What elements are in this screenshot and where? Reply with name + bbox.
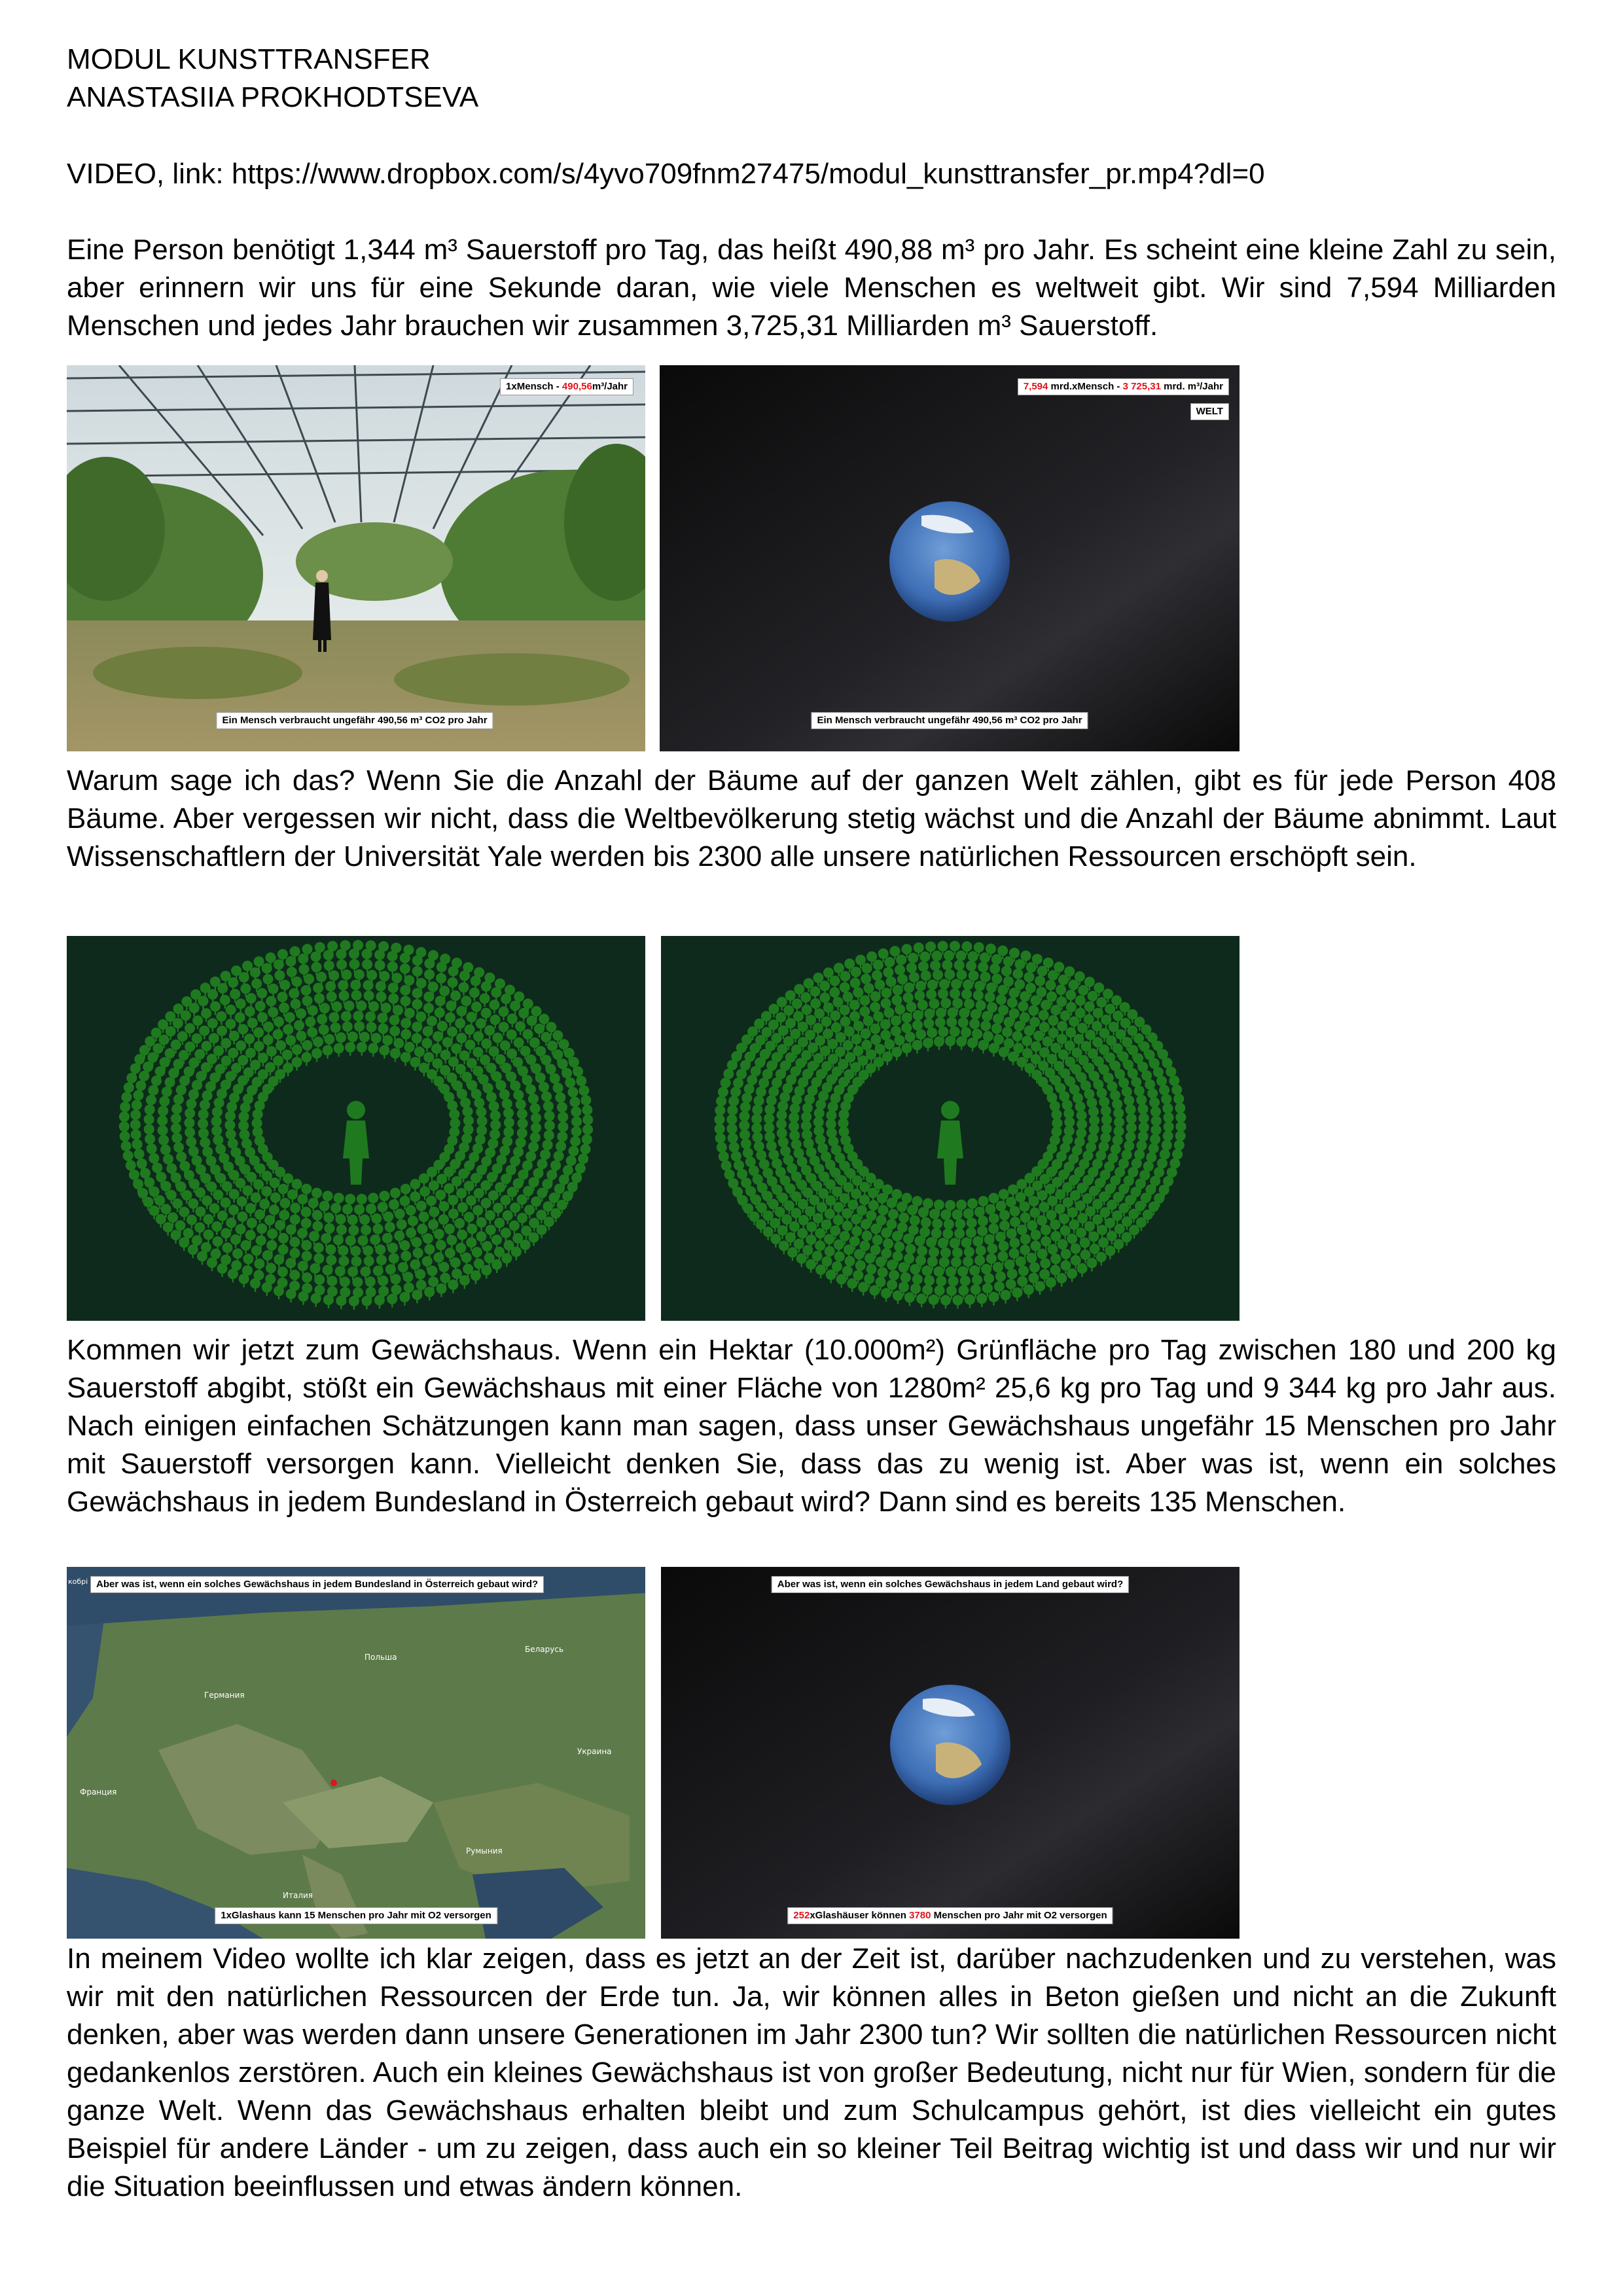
tree-icon: [357, 1042, 367, 1056]
tree-icon: [399, 1292, 410, 1306]
tree-icon: [217, 1263, 228, 1277]
tree-icon: [861, 1028, 871, 1042]
tree-icon: [298, 1291, 308, 1305]
trees-ring-1: [67, 936, 645, 1321]
tree-icon: [511, 1247, 522, 1261]
vienna-marker: [330, 1780, 337, 1786]
tree-icon: [243, 1253, 253, 1267]
tree-icon: [302, 1040, 312, 1054]
tree-icon: [203, 1229, 213, 1243]
tree-icon: [239, 1274, 249, 1287]
tree-icon: [296, 1008, 306, 1022]
tree-icon: [197, 1251, 207, 1265]
tree-icon: [893, 1291, 903, 1304]
tree-icon: [847, 1278, 857, 1292]
tree-icon: [836, 1274, 847, 1288]
map-bottom-caption: 1xGlashaus kann 15 Menschen pro Jahr mit O2 versorgen: [215, 1907, 497, 1924]
tree-icon: [988, 1043, 999, 1056]
tree-icon: [1080, 1238, 1090, 1251]
earth-space-image-1: [660, 365, 1240, 751]
tree-icon: [349, 1296, 359, 1310]
tree-icon: [464, 1212, 474, 1226]
tree-icon: [1001, 1290, 1011, 1304]
tree-icon: [323, 1045, 333, 1059]
europe-map-illustration: [67, 1567, 645, 1939]
paragraph-2: Warum sage ich das? Wenn Sie die Anzahl der Bäume auf der ganzen Welt zählen, gibt es für jede Person 408 Bäume. Aber vergessen wir nicht, dass die Weltbevölkerung stetig wächst und die Anzahl der Bäume abnimmt. Laut Wissenschaftlern der Universität Yale werden bis 2300 alle unsere natürlichen Ressourcen erschöpft sein.: [67, 764, 1556, 872]
greenhouse-caption: Ein Mensch verbraucht ungefähr 490,56 m³ CO2 pro Jahr: [216, 712, 493, 729]
tree-icon: [429, 1207, 439, 1221]
tree-icon: [859, 996, 870, 1009]
tree-icon: [1035, 976, 1045, 990]
tree-icon: [446, 1235, 457, 1249]
tree-icon: [826, 1270, 836, 1283]
header-title: MODUL KUNSTTRANSFER: [67, 43, 431, 75]
tree-icon: [413, 1247, 423, 1261]
tree-icon: [361, 1296, 372, 1310]
tree-icon: [904, 1292, 915, 1306]
tree-icon: [940, 1295, 951, 1309]
tree-icon: [1077, 1263, 1088, 1277]
human-silhouette-2: [937, 1101, 963, 1185]
tree-icon: [880, 1019, 891, 1033]
tree-icon: [840, 971, 850, 985]
tree-icon: [1024, 1284, 1034, 1298]
tree-icon: [965, 1295, 975, 1308]
tree-icon: [236, 999, 246, 1013]
tree-icon: [226, 1005, 236, 1018]
tree-icon: [491, 1234, 502, 1248]
tree-icon: [1018, 1001, 1028, 1014]
tree-icon: [336, 1295, 346, 1309]
tree-icon: [419, 1211, 429, 1225]
tree-icon: [301, 1052, 312, 1066]
tree-icon: [246, 993, 257, 1007]
tree-icon: [459, 1275, 470, 1289]
tree-icon: [274, 1016, 284, 1030]
tree-icon: [1065, 990, 1076, 1003]
tree-icon: [374, 1295, 385, 1309]
tree-icon: [870, 991, 881, 1005]
tree-icon: [501, 1228, 511, 1242]
tree-icon: [313, 1037, 323, 1050]
tree-icon: [448, 1280, 458, 1293]
tree-icon: [787, 1247, 798, 1261]
tree-icon: [881, 1288, 891, 1302]
tree-icon: [491, 1259, 502, 1273]
earth1-top-label: 7,594 mrd.xMensch - 3 725,31 mrd. m³/Jahr: [1018, 378, 1229, 395]
tree-icon: [916, 1294, 927, 1308]
tree-icon: [235, 1012, 245, 1026]
tree-icon: [1045, 980, 1056, 994]
tree-icon: [806, 1259, 816, 1273]
tree-icon: [188, 1244, 198, 1258]
tree-icon: [851, 967, 861, 980]
tree-icon: [999, 1047, 1009, 1060]
paragraph-4: In meinem Video wollte ich klar zeigen, dass es jetzt an der Zeit ist, darüber nachzudenken und zu verstehen, was wir mit den natürlichen Ressourcen der Erde tun. Ja, wir können alles in Beton gießen und nicht an die Zukunft denken, aber was werden dann unsere Generationen im Jahr 2300 tun? Wir sollten die natürlichen Ressourcen nicht gedankenlos zerstören. Auch ein kleines Gewächshaus ist von großer Bedeutung, nicht nur für Wien, sondern für die ganze Welt. Wenn das Gewächshaus erhalten bleibt und zum Schulcampus gehört, ist dies vielleicht ein gutes Beispiel für andere Länder - um zu zeigen, dass auch ein so kleiner Teil Beitrag wichtig ist und dass wir und nur wir die Situation beeinflussen und etwas ändern können.: [67, 1943, 1556, 2202]
tree-icon: [457, 1230, 467, 1244]
tree-icon: [1059, 1213, 1069, 1227]
tree-icon: [815, 1228, 825, 1242]
tree-icon: [796, 1253, 807, 1267]
tree-icon: [228, 1268, 238, 1282]
tree-icon: [976, 1293, 987, 1307]
tree-icon: [250, 1278, 260, 1292]
paragraph-1: Eine Person benötigt 1,344 m³ Sauerstoff pro Tag, das heißt 490,88 m³ pro Jahr. Es scheint eine kleine Zahl zu sein, aber erinnern wir uns für eine Sekunde daran, wie viele Menschen es weltweit gibt. Wir sind 7,594 Milliarden Menschen und jedes Jahr brauchen wir zusammen 3,725,31 Milliarden m³ Sauerstoff.: [67, 234, 1556, 342]
tree-icon: [472, 1247, 482, 1261]
tree-icon: [285, 1012, 295, 1026]
tree-icon: [257, 988, 267, 1002]
video-link[interactable]: VIDEO, link: https://www.dropbox.com/s/4yvo709fnm27475/modul_kunsttransfer_pr.mp4?dl=0: [67, 158, 1265, 190]
tree-icon: [467, 1224, 477, 1238]
tree-icon: [815, 1265, 826, 1278]
tree-icon: [274, 1285, 284, 1299]
earth1-caption: Ein Mensch verbraucht ungefähr 490,56 m³ CO2 pro Jahr: [811, 712, 1088, 729]
tree-icon: [311, 1293, 321, 1307]
tree-icon: [1086, 1258, 1097, 1272]
tree-icon: [268, 984, 279, 997]
tree-icon: [476, 1217, 487, 1231]
tree-icon: [436, 1240, 446, 1253]
tree-icon: [1035, 1281, 1045, 1295]
tree-icon: [481, 1265, 491, 1279]
tree-icon: [834, 1240, 844, 1253]
tree-icon: [390, 1188, 401, 1202]
tree-icon: [1028, 1005, 1039, 1019]
tree-icon: [207, 1257, 217, 1271]
tree-icon: [1067, 1268, 1077, 1282]
earth2-bottom-caption: 252xGlashäuser können 3780 Menschen pro Jahr mit O2 versorgen: [787, 1907, 1113, 1924]
tree-icon: [213, 1236, 223, 1250]
tree-icon: [1046, 1277, 1056, 1291]
tree-icon: [824, 1234, 834, 1247]
earth-space-image-2: [661, 1567, 1240, 1939]
tree-icon: [1056, 984, 1066, 998]
tree-icon: [408, 1215, 418, 1229]
header-author: ANASTASIIA PROKHODTSEVA: [67, 81, 479, 113]
tree-icon: [237, 1211, 247, 1225]
tree-icon: [438, 1201, 449, 1215]
tree-icon: [830, 976, 840, 990]
paragraph-3: Kommen wir jetzt zum Gewächshaus. Wenn ein Hektar (10.000m²) Grünfläche pro Tag zwischen 180 und 200 kg Sauerstoff abgibt, stößt ein Gewächshaus mit einer Fläche von 1280m² 25,6 kg pro Tag und 9 344 kg pro Jahr aus. Nach einigen einfachen Schätzungen kann man sagen, dass unser Gewächshaus ungefähr 15 Menschen pro Jahr mit Sauerstoff versorgen kann. Vielleicht denken Sie, dass das zu wenig ist. Aber was ist, wenn ein solches Gewächshaus in jedem Bundesland in Österreich gebaut wird? Dann sind es bereits 135 Menschen.: [67, 1334, 1556, 1518]
tree-icon: [412, 1289, 422, 1303]
tree-icon: [891, 1047, 902, 1060]
trees-circle-image-1: [67, 936, 645, 1321]
tree-icon: [501, 1253, 512, 1267]
earth-illustration-2: [661, 1567, 1240, 1939]
tree-icon: [401, 1184, 411, 1198]
tree-icon: [424, 1287, 435, 1300]
greenhouse-photo: [67, 365, 645, 751]
trees-ring-2: [661, 936, 1240, 1321]
map-top-caption: Aber was ist, wenn ein solches Gewächshaus in jedem Bundesland in Österreich gebaut wird?: [90, 1576, 544, 1593]
tree-icon: [270, 1193, 281, 1206]
earth2-top-caption: Aber was ist, wenn ein solches Gewächshaus in jedem Land gebaut wird?: [772, 1576, 1129, 1593]
human-silhouette-1: [343, 1101, 369, 1185]
europe-map-image: [67, 1567, 645, 1939]
earth-illustration-1: [660, 365, 1240, 751]
tree-icon: [1096, 1252, 1107, 1266]
tree-icon: [334, 1043, 344, 1057]
trees-circle-image-2: [661, 936, 1240, 1321]
tree-icon: [1071, 1244, 1081, 1257]
tree-icon: [253, 1028, 264, 1041]
tree-icon: [292, 977, 302, 990]
tree-icon: [262, 1282, 272, 1296]
tree-icon: [849, 1000, 860, 1014]
tree-icon: [978, 1040, 988, 1054]
tree-icon: [1012, 1287, 1022, 1301]
tree-icon: [387, 1294, 397, 1308]
tree-icon: [840, 1005, 850, 1018]
tree-icon: [410, 1179, 420, 1193]
tree-icon: [424, 1244, 435, 1258]
tree-icon: [257, 1223, 267, 1237]
tree-icon: [952, 1295, 963, 1308]
tree-icon: [247, 1217, 257, 1231]
tree-icon: [870, 1024, 880, 1037]
tree-icon: [232, 1248, 243, 1262]
tree-icon: [222, 1242, 232, 1256]
greenhouse-illustration: [67, 365, 645, 751]
tree-icon: [312, 1048, 322, 1062]
tree-icon: [263, 1022, 274, 1035]
tree-icon: [282, 1050, 293, 1064]
tree-icon: [482, 1241, 492, 1255]
tree-icon: [466, 1012, 476, 1026]
earth1-badge: WELT: [1190, 403, 1229, 420]
greenhouse-top-label: 1xMensch - 490,56m³/Jahr: [500, 378, 633, 395]
tree-icon: [471, 1270, 481, 1284]
tree-icon: [520, 1240, 531, 1253]
tree-icon: [280, 1198, 291, 1211]
tree-icon: [279, 980, 290, 994]
tree-icon: [436, 1283, 446, 1297]
tree-icon: [292, 1045, 302, 1058]
tree-icon: [967, 1037, 978, 1051]
tree-icon: [819, 980, 830, 994]
tree-icon: [929, 1295, 939, 1308]
tree-icon: [869, 1285, 880, 1299]
tree-icon: [956, 1036, 967, 1050]
tree-icon: [1056, 1273, 1067, 1287]
tree-icon: [448, 1195, 458, 1209]
tree-icon: [858, 1282, 868, 1296]
tree-icon: [286, 1289, 296, 1302]
tree-icon: [345, 1042, 355, 1056]
tree-icon: [1105, 1246, 1115, 1259]
tree-icon: [456, 1006, 467, 1020]
tree-icon: [323, 1295, 334, 1308]
tree-icon: [830, 1011, 840, 1024]
tree-icon: [810, 986, 820, 1000]
tree-icon: [988, 1292, 999, 1306]
